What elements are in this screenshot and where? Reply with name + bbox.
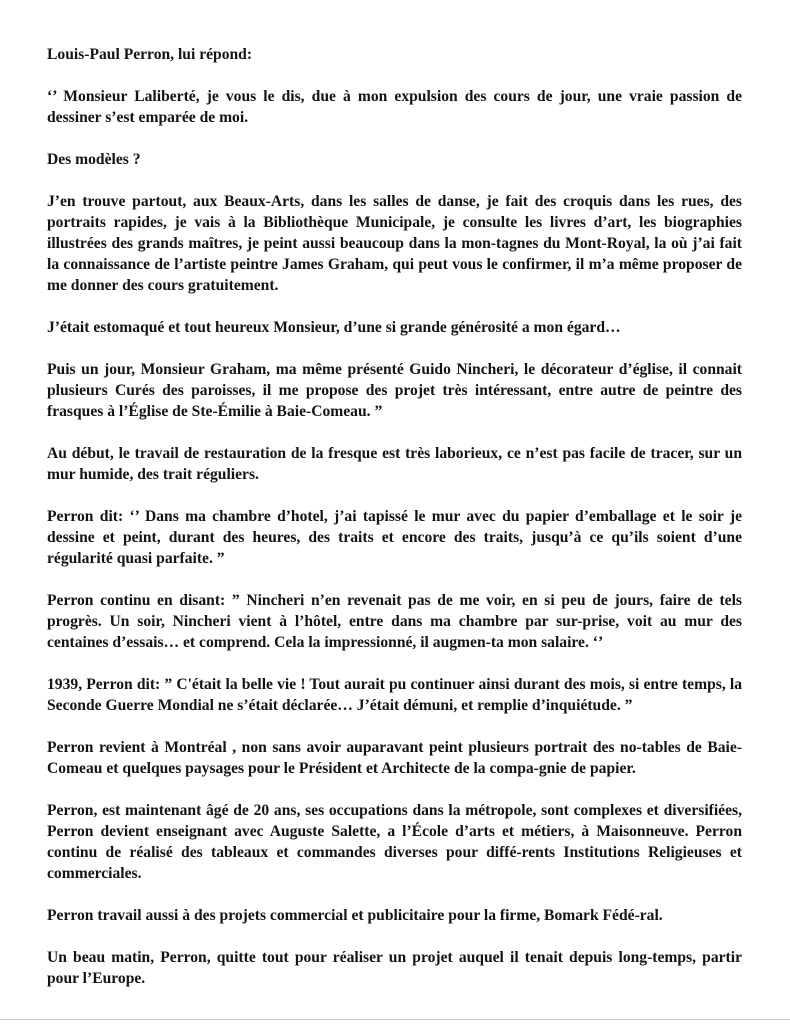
- document-body: [47, 44, 742, 1010]
- paragraph-2: ‘’ Monsieur Laliberté, je vous le dis, due à mon expulsion des cours de jour, une vraie passion de dessiner s’est emparée de moi.: [47, 88, 742, 126]
- paragraph-1: Louis-Paul Perron, lui répond:: [47, 46, 253, 63]
- paragraph-10: 1939, Perron dit: ” C'était la belle vie ! Tout aurait pu continuer ainsi durant des mois, si entre temps, la Seconde Guerre Mondial ne s’était déclarée… J’était démuni, et remplie d’inquiétude. ”: [47, 676, 742, 714]
- paragraph-7: Au début, le travail de restauration de la fresque est très laborieux, ce n’est pas facile de tracer, sur un mur humide, des trait réguliers.: [47, 445, 742, 483]
- paragraph-13: Perron travail aussi à des projets commercial et publicitaire pour la firme, Bomark Fédé-ral.: [47, 907, 663, 924]
- paragraph-3: Des modèles ?: [47, 151, 141, 168]
- paragraph-9: Perron continu en disant: ” Nincheri n’en revenait pas de me voir, en si peu de jours, faire de tels progrès. Un soir, Nincheri vient à l’hôtel, entre dans ma chambre par sur-prise, voit au mur des centaines d’essais… et comprend. Cela la impressionné, il augmen-ta mon salaire. ‘’: [47, 592, 742, 651]
- paragraph-8: Perron dit: ‘’ Dans ma chambre d’hotel, j’ai tapissé le mur avec du papier d’emballage et le soir je dessine et peint, durant des heures, des traits et encore des traits, jusqu’à ce qu’ils soient d’une régularité quasi parfaite. ”: [47, 508, 742, 567]
- paragraph-5: J’était estomaqué et tout heureux Monsieur, d’une si grande générosité a mon égard…: [47, 319, 621, 336]
- paragraph-12: Perron, est maintenant âgé de 20 ans, ses occupations dans la métropole, sont complexes et diversifiées, Perron devient enseignant avec Auguste Salette, a l’École d’arts et métiers, à Maisonneuve. Perron continu de réalisé des tableaux et commandes diverses pour diffé-rents Institutions Religieuses et commerciales.: [47, 802, 742, 882]
- paragraph-11: Perron revient à Montréal , non sans avoir auparavant peint plusieurs portrait des no-tables de Baie-Comeau et quelques paysages pour le Président et Architecte de la compa-gnie de papier.: [47, 739, 742, 777]
- paragraph-6: Puis un jour, Monsieur Graham, ma même présenté Guido Nincheri, le décorateur d’église, il connait plusieurs Curés des paroisses, il me propose des projet très intéressant, entre autre de peintre des frasques à l’Église de Ste-Émilie à Baie-Comeau. ”: [47, 361, 742, 420]
- page-bottom-rule: [0, 1019, 790, 1020]
- paragraph-4: J’en trouve partout, aux Beaux-Arts, dans les salles de danse, je fait des croquis dans les rues, des portraits rapides, je vais à la Bibliothèque Municipale, je consulte les livres d’art, les biographies illustrées des grands maîtres, je peint aussi beaucoup dans la mon-tagnes du Mont-Royal, la où j’ai fait la connaissance de l’artiste peintre James Graham, qui peut vous le confirmer, il m’a même proposer de me donner des cours gratuitement.: [47, 193, 742, 294]
- paragraph-14: Un beau matin, Perron, quitte tout pour réaliser un projet auquel il tenait depuis long-temps, partir pour l’Europe.: [47, 949, 742, 987]
